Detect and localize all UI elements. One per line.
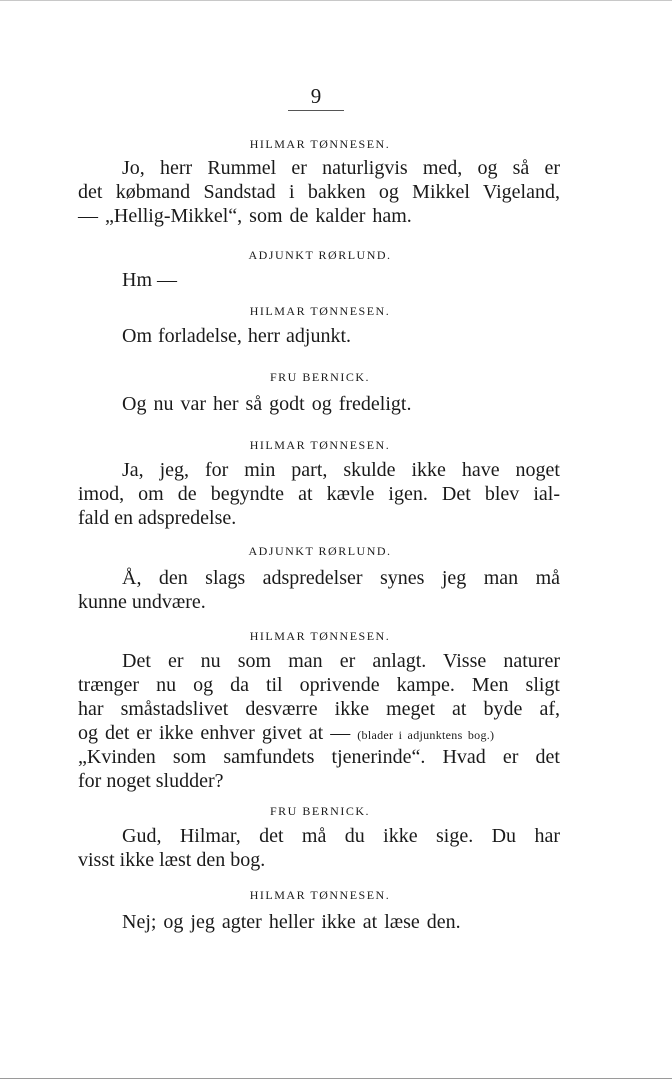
dialogue-line: trænger nu og da til oprivende kampe. Men sligt [78,674,560,696]
speaker-name: HILMAR TØNNESEN. [249,629,391,643]
speaker-name: ADJUNKT RØRLUND. [248,248,392,262]
top-edge-rule [0,0,672,1]
dialogue-line: Nej; og jeg agter heller ikke at læse den. [122,911,461,933]
dialogue-line: Om forladelse, herr adjunkt. [122,325,352,347]
dialogue-line: Hm — [122,269,177,291]
dialogue-line: Å, den slags adspredelser synes jeg man må [122,567,560,589]
dialogue-line: for noget sludder? [78,770,224,792]
bottom-edge-rule [0,1078,672,1079]
dialogue-line: det købmand Sandstad i bakken og Mikkel Vigeland, [78,181,560,203]
speaker-name: ADJUNKT RØRLUND. [248,544,392,558]
dialogue-line: „Kvinden som samfundets tjenerinde“. Hvad er det [78,746,560,768]
dialogue-line: Gud, Hilmar, det må du ikke sige. Du har [122,825,560,847]
dialogue-line: fald en adspredelse. [78,507,237,529]
stage-direction: (blader i adjunktens bog.) [357,728,495,742]
dialogue-text: og det er ikke enhver givet at — [78,722,351,744]
speaker-name: FRU BERNICK. [269,804,370,818]
speaker-name: HILMAR TØNNESEN. [249,888,391,902]
dialogue-line: — „Hellig-Mikkel“, som de kalder ham. [78,205,412,227]
dialogue-line: visst ikke læst den bog. [78,849,266,871]
page-number: 9 [310,84,322,108]
dialogue-line: Det er nu som man er anlagt. Visse naturer [122,650,560,672]
dialogue-line: Og nu var her så godt og fredeligt. [122,393,412,415]
dialogue-line: har småstadslivet desværre ikke meget at byde af, [78,698,560,720]
dialogue-line: kunne undvære. [78,591,206,613]
dialogue-line: Ja, jeg, for min part, skulde ikke have noget [122,459,560,481]
speaker-name: HILMAR TØNNESEN. [249,137,391,151]
page-number-underline [288,110,344,111]
dialogue-line: imod, om de begyndte at kævle igen. Det blev ial- [78,483,560,505]
dialogue-line [78,721,494,747]
speaker-name: HILMAR TØNNESEN. [249,304,391,318]
dialogue-line: Jo, herr Rummel er naturligvis med, og så er [122,157,560,179]
speaker-name: FRU BERNICK. [269,370,370,384]
speaker-name: HILMAR TØNNESEN. [249,438,391,452]
